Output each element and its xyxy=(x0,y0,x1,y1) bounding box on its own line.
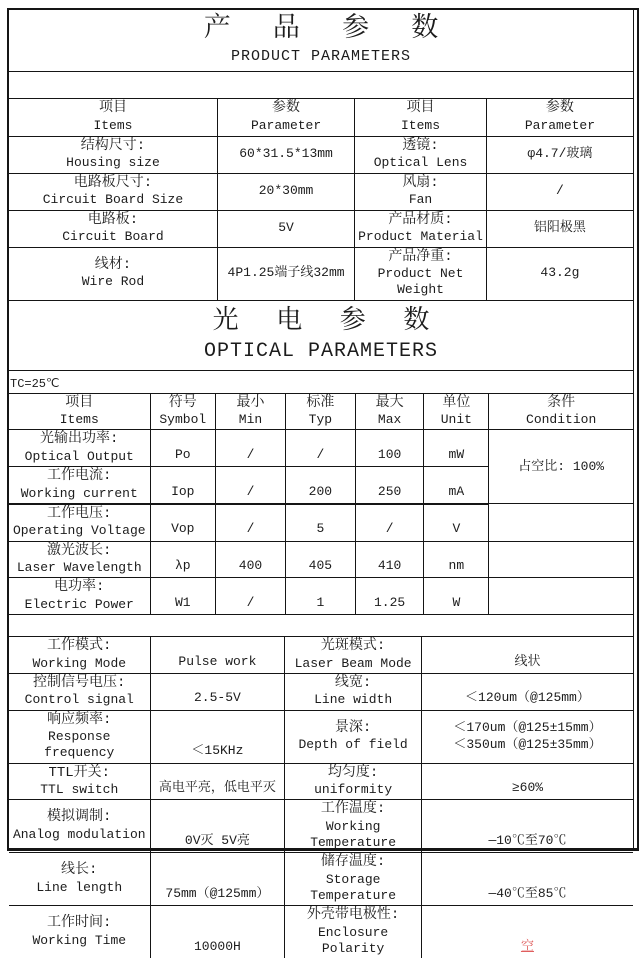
header-cn: 单位 xyxy=(442,394,471,411)
label-analog-modulation xyxy=(9,800,150,853)
max-electric-power: 1.25 xyxy=(355,578,424,615)
col-header-condition xyxy=(489,394,633,430)
label-cn: 储存温度: xyxy=(320,854,386,871)
label-cn: 透镜: xyxy=(402,137,439,154)
header-en: Symbol xyxy=(159,412,207,427)
value-line-width: ＜120um（@125mm） xyxy=(421,673,633,710)
label-optical-lens xyxy=(355,136,487,173)
value-wire-rod: 4P1.25端子线32mm xyxy=(217,247,354,300)
label-working-current xyxy=(9,467,150,504)
value-working-temperature: —10℃至70℃ xyxy=(421,800,633,853)
optical-title-cn: 光 电 参 数 xyxy=(212,305,441,336)
product-parameters-title-block xyxy=(9,10,633,72)
value-analog-modulation: 0V灭 5V亮 xyxy=(150,800,285,853)
unit-laser-wavelength: nm xyxy=(424,541,489,578)
label-en: Working current xyxy=(20,485,138,501)
label-en: Electric Power xyxy=(24,596,134,612)
condition-duty-cycle: 占空比: 100% xyxy=(489,430,633,504)
unit-working-current: mA xyxy=(424,467,489,504)
table-row xyxy=(9,763,633,800)
label-en: Circuit Board Size xyxy=(42,192,184,208)
table-row xyxy=(9,578,633,615)
product-title-en: PRODUCT PARAMETERS xyxy=(230,47,412,65)
label-en: Product Material xyxy=(358,229,483,245)
label-working-mode xyxy=(9,637,150,673)
table-row xyxy=(9,853,633,906)
value-working-time: 10000H xyxy=(150,906,285,958)
empty-band-middle xyxy=(9,615,633,637)
label-control-signal xyxy=(9,673,150,710)
label-en: Fan xyxy=(408,192,433,208)
label-cn: 风扇: xyxy=(402,174,439,191)
label-circuit-board-size xyxy=(9,173,217,210)
label-storage-temperature xyxy=(285,853,422,906)
label-en: Working Mode xyxy=(32,655,127,671)
label-line-length xyxy=(9,853,150,906)
unit-operating-voltage: V xyxy=(424,504,489,541)
label-en: Enclosure Polarity xyxy=(318,924,389,956)
col-header-max xyxy=(355,394,424,430)
label-en: Response frequency xyxy=(44,729,115,761)
optical-parameters-title-block xyxy=(9,301,633,371)
label-en: Circuit Board xyxy=(62,229,164,245)
header-cn: 项目 xyxy=(98,100,127,117)
empty-band-top xyxy=(9,72,633,99)
symbol-vop: Vop xyxy=(150,504,216,541)
sheet-inner-frame xyxy=(9,10,634,956)
label-cn: 线材: xyxy=(94,256,132,273)
label-wire-rod xyxy=(9,247,217,300)
tc-note: TC=25℃ xyxy=(10,376,60,391)
label-optical-output xyxy=(9,430,150,467)
label-cn: 景深: xyxy=(334,719,372,736)
typ-laser-wavelength: 405 xyxy=(285,541,355,578)
header-en: Max xyxy=(377,412,402,427)
label-working-temperature xyxy=(285,800,422,853)
typ-operating-voltage: 5 xyxy=(285,504,355,541)
table-row xyxy=(9,710,633,763)
condition-empty xyxy=(489,541,633,578)
label-cn: 工作电压: xyxy=(47,505,112,522)
tc-condition-band xyxy=(9,371,633,394)
label-cn: 均匀度: xyxy=(327,764,379,781)
value-housing-size: 60*31.5*13mm xyxy=(217,136,354,173)
label-cn: 控制信号电压: xyxy=(33,674,126,691)
label-product-material xyxy=(355,210,487,247)
label-en: Housing size xyxy=(66,155,160,171)
label-laser-wavelength xyxy=(9,541,150,578)
value-line-length: 75mm（@125mm） xyxy=(150,853,285,906)
header-cn: 项目 xyxy=(65,394,94,411)
label-cn: 模拟调制: xyxy=(47,809,112,826)
label-cn: 光输出功率: xyxy=(40,431,119,448)
header-en: Min xyxy=(238,412,263,427)
label-product-net-weight xyxy=(355,247,487,300)
label-cn: 工作模式: xyxy=(47,638,112,654)
label-ttl-switch xyxy=(9,763,150,800)
sheet-outer-border xyxy=(7,8,639,956)
table-row xyxy=(9,136,633,173)
label-line-width xyxy=(285,673,422,710)
col-header-parameter-2 xyxy=(486,99,633,136)
label-en: Product Net Weight xyxy=(377,266,464,298)
label-cn: 外壳带电极性: xyxy=(306,907,400,924)
label-en: Depth of field xyxy=(298,737,408,753)
label-en: Laser Wavelength xyxy=(16,560,142,575)
max-optical-output: 100 xyxy=(355,430,424,467)
label-cn: 结构尺寸: xyxy=(80,137,146,154)
label-en: Line width xyxy=(314,692,393,708)
label-en: Laser Beam Mode xyxy=(294,655,412,671)
label-cn: 响应频率: xyxy=(47,711,112,728)
label-circuit-board xyxy=(9,210,217,247)
typ-electric-power: 1 xyxy=(285,578,355,615)
label-operating-voltage xyxy=(9,504,150,541)
col-header-symbol xyxy=(150,394,216,430)
table-row xyxy=(9,637,633,673)
table-row xyxy=(9,430,633,467)
optical-header-row xyxy=(9,394,633,430)
label-en: Storage Temperature xyxy=(310,871,397,903)
value-uniformity: ≥60% xyxy=(421,763,633,800)
optical-title-en: OPTICAL PARAMETERS xyxy=(203,340,439,364)
value-product-material: 铝阳极黑 xyxy=(486,210,633,247)
label-en: Working Time xyxy=(32,932,127,948)
header-cn: 符号 xyxy=(168,394,197,411)
label-electric-power xyxy=(9,578,150,615)
header-cn: 参数 xyxy=(545,100,574,117)
header-en: Unit xyxy=(440,412,472,427)
typ-optical-output: / xyxy=(285,430,355,467)
label-working-time xyxy=(9,906,150,958)
unit-electric-power: W xyxy=(424,578,489,615)
value-storage-temperature: —40℃至85℃ xyxy=(421,853,633,906)
label-en: TTL switch xyxy=(40,782,119,797)
label-housing-size xyxy=(9,136,217,173)
depth-line-2: ＜350um（@125±35mm） xyxy=(453,736,602,752)
label-uniformity xyxy=(285,763,422,800)
table-row xyxy=(9,504,633,541)
header-cn: 参数 xyxy=(272,100,301,117)
table-row xyxy=(9,673,633,710)
col-header-min xyxy=(216,394,286,430)
col-header-unit xyxy=(424,394,489,430)
value-optical-lens: φ4.7/玻璃 xyxy=(486,136,633,173)
label-cn: 线长: xyxy=(61,862,98,879)
label-cn: 电功率: xyxy=(54,579,105,596)
table-row xyxy=(9,210,633,247)
product-title-cn: 产 品 参 数 xyxy=(203,15,452,46)
label-en: Line length xyxy=(36,879,123,895)
value-product-net-weight: 43.2g xyxy=(486,247,633,300)
table-row xyxy=(9,541,633,578)
label-cn: 产品净重: xyxy=(388,248,453,265)
label-en: Optical Output xyxy=(24,448,134,464)
table-row xyxy=(9,906,633,958)
header-cn: 条件 xyxy=(547,394,576,411)
min-laser-wavelength: 400 xyxy=(216,541,286,578)
label-en: Wire Rod xyxy=(81,274,145,290)
table-row xyxy=(9,800,633,853)
label-enclosure-polarity xyxy=(285,906,422,958)
col-header-items-1 xyxy=(9,99,217,136)
optical-parameters-table xyxy=(9,394,633,616)
min-working-current: / xyxy=(216,467,286,504)
label-cn: 电路板: xyxy=(87,211,139,228)
label-cn: 激光波长: xyxy=(47,542,112,559)
col-header-items xyxy=(9,394,150,430)
value-laser-beam-mode: 线状 xyxy=(421,637,633,673)
symbol-w1: W1 xyxy=(150,578,216,615)
label-en: Optical Lens xyxy=(373,155,468,171)
condition-empty xyxy=(489,504,633,541)
value-circuit-board-size: 20*30mm xyxy=(217,173,354,210)
header-en: Parameter xyxy=(250,117,322,133)
max-operating-voltage: / xyxy=(355,504,424,541)
label-en: Working Temperature xyxy=(310,818,397,850)
symbol-iop: Iop xyxy=(150,467,216,504)
label-en: Operating Voltage xyxy=(12,523,146,539)
header-en: Parameter xyxy=(524,117,596,133)
max-laser-wavelength: 410 xyxy=(355,541,424,578)
unit-optical-output: mW xyxy=(424,430,489,467)
col-header-items-2 xyxy=(355,99,487,136)
condition-empty xyxy=(489,578,633,615)
header-en: Typ xyxy=(308,412,333,427)
value-response-frequency: ＜15KHz xyxy=(150,710,285,763)
header-en: Items xyxy=(93,117,133,133)
min-optical-output: / xyxy=(216,430,286,467)
header-en: Condition xyxy=(526,412,597,427)
label-cn: TTL开关: xyxy=(48,764,111,781)
label-cn: 工作电流: xyxy=(47,468,112,484)
max-working-current: 250 xyxy=(355,467,424,504)
symbol-po: Po xyxy=(150,430,216,467)
label-cn: 工作温度: xyxy=(320,801,386,818)
header-cn: 标准 xyxy=(306,394,335,411)
label-depth-of-field xyxy=(285,710,422,763)
label-fan xyxy=(355,173,487,210)
header-cn: 最大 xyxy=(375,394,404,411)
depth-line-1: ＜170um（@125±15mm） xyxy=(453,720,602,736)
product-header-row xyxy=(9,99,633,136)
working-spec-table xyxy=(9,637,633,958)
label-laser-beam-mode xyxy=(285,637,422,673)
value-working-mode: Pulse work xyxy=(150,637,285,673)
header-cn: 项目 xyxy=(406,100,435,117)
table-row xyxy=(9,247,633,300)
label-response-frequency xyxy=(9,710,150,763)
header-cn: 最小 xyxy=(236,394,265,411)
value-enclosure-polarity: 空 xyxy=(421,906,633,958)
col-header-parameter-1 xyxy=(217,99,354,136)
label-cn: 线宽: xyxy=(334,674,372,691)
label-en: Analog modulation xyxy=(12,826,146,842)
min-operating-voltage: / xyxy=(216,504,286,541)
label-en: uniformity xyxy=(314,782,393,797)
product-parameters-table xyxy=(9,99,633,301)
col-header-typ xyxy=(285,394,355,430)
symbol-lambda-p: λp xyxy=(150,541,216,578)
value-depth-of-field xyxy=(421,710,633,763)
label-en: Control signal xyxy=(24,692,134,708)
typ-working-current: 200 xyxy=(285,467,355,504)
label-cn: 产品材质: xyxy=(388,211,453,228)
label-cn: 光斑模式: xyxy=(320,638,386,654)
value-ttl-switch: 高电平亮，低电平灭 xyxy=(150,763,285,800)
table-row xyxy=(9,173,633,210)
min-electric-power: / xyxy=(216,578,286,615)
header-en: Items xyxy=(59,412,99,427)
value-control-signal: 2.5-5V xyxy=(150,673,285,710)
label-cn: 工作时间: xyxy=(47,915,112,932)
header-en: Items xyxy=(401,117,441,133)
value-circuit-board: 5V xyxy=(217,210,354,247)
value-fan: / xyxy=(486,173,633,210)
label-cn: 电路板尺寸: xyxy=(73,174,153,191)
